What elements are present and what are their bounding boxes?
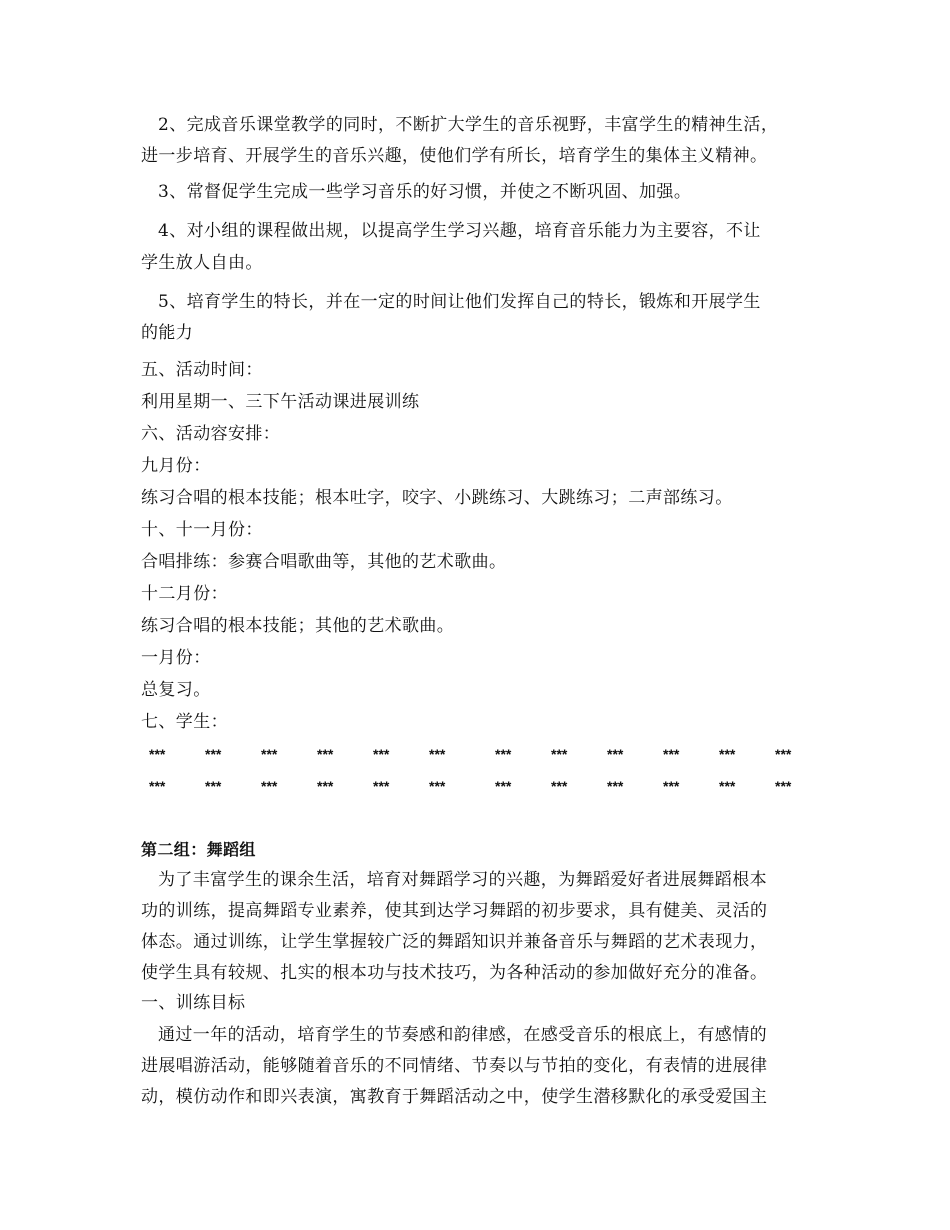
section-heading: 五、活动时间： <box>141 360 263 380</box>
student-name: *** <box>261 746 278 762</box>
paragraph-line: 动，模仿动作和即兴表演，寓教育于舞蹈活动之中，使学生潜移默化的承受爱国主 <box>141 1087 768 1107</box>
paragraph-line: 进一步培育、开展学生的音乐兴趣，使他们学有所长，培育学生的集体主义精神。 <box>141 146 768 166</box>
paragraph-line: 进展唱游活动，能够随着音乐的不同情绪、节奏以与节拍的变化，有表情的进展律 <box>141 1056 768 1076</box>
student-name: *** <box>551 746 568 762</box>
paragraph-line: 利用星期一、三下午活动课进展训练 <box>141 392 420 412</box>
paragraph-line: 学生放人自由。 <box>141 253 263 273</box>
paragraph-line: 为了丰富学生的课余生活，培育对舞蹈学习的兴趣，为舞蹈爱好者进展舞蹈根本 <box>158 870 767 890</box>
month-label: 九月份： <box>141 456 211 476</box>
paragraph-line: 功的训练，提高舞蹈专业素养，使其到达学习舞蹈的初步要求，具有健美、灵活的 <box>141 901 768 921</box>
paragraph-line: 5、培育学生的特长，并在一定的时间让他们发挥自己的特长，锻炼和开展学生 <box>158 292 761 312</box>
student-name: *** <box>551 778 568 794</box>
student-name: *** <box>429 746 446 762</box>
student-name: *** <box>495 778 512 794</box>
paragraph-line: 4、对小组的课程做出规，以提高学生学习兴趣，培育音乐能力为主要容，不让 <box>158 221 761 241</box>
paragraph-line: 练习合唱的根本技能；根本吐字，咬字、小跳练习、大跳练习；二声部练习。 <box>141 488 733 508</box>
student-name: *** <box>775 778 792 794</box>
student-name: *** <box>719 778 736 794</box>
paragraph-line: 的能力 <box>141 323 194 343</box>
paragraph-line: 2、完成音乐课堂教学的同时，不断扩大学生的音乐视野，丰富学生的精神生活， <box>158 115 779 135</box>
student-name: *** <box>495 746 512 762</box>
paragraph-line: 3、常督促学生完成一些学习音乐的好习惯，并使之不断巩固、加强。 <box>158 182 692 202</box>
paragraph-line: 总复习。 <box>141 680 211 700</box>
month-label: 十二月份： <box>141 584 228 604</box>
student-name: *** <box>373 746 390 762</box>
student-name: *** <box>205 778 222 794</box>
paragraph-line: 通过一年的活动，培育学生的节奏感和韵律感，在感受音乐的根底上，有感情的 <box>158 1025 767 1045</box>
student-name: *** <box>719 746 736 762</box>
section-heading: 一、训练目标 <box>141 993 246 1013</box>
paragraph-line: 合唱排练：参赛合唱歌曲等，其他的艺术歌曲。 <box>141 552 507 572</box>
paragraph-line: 体态。通过训练，让学生掌握较广泛的舞蹈知识并兼备音乐与舞蹈的艺术表现力， <box>141 932 768 952</box>
student-name: *** <box>261 778 278 794</box>
student-name: *** <box>149 746 166 762</box>
student-name: *** <box>317 746 334 762</box>
student-name: *** <box>607 746 624 762</box>
month-label: 一月份： <box>141 648 211 668</box>
student-name: *** <box>373 778 390 794</box>
group-heading: 第二组：舞蹈组 <box>141 840 256 859</box>
section-heading: 七、学生： <box>141 712 228 732</box>
paragraph-line: 练习合唱的根本技能；其他的艺术歌曲。 <box>141 616 455 636</box>
paragraph-line: 使学生具有较规、扎实的根本功与技术技巧，为各种活动的参加做好充分的准备。 <box>141 963 768 983</box>
student-name: *** <box>317 778 334 794</box>
student-name: *** <box>205 746 222 762</box>
student-row <box>141 776 821 796</box>
month-label: 十、十一月份： <box>141 520 263 540</box>
student-name: *** <box>663 746 680 762</box>
student-name: *** <box>663 778 680 794</box>
student-name: *** <box>607 778 624 794</box>
student-name: *** <box>775 746 792 762</box>
student-name: *** <box>149 778 166 794</box>
section-heading: 六、活动容安排： <box>141 424 281 444</box>
student-name: *** <box>429 778 446 794</box>
student-row <box>141 744 821 764</box>
